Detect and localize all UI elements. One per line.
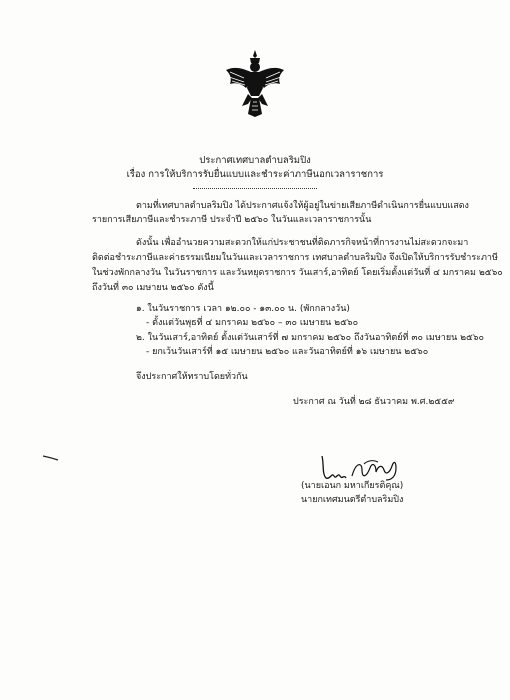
list-item-2: ๒. ในวันเสาร์,อาทิตย์ ตั้งแต่วันเสาร์ที่ ๗ มกราคม ๒๕๖๐ ถึงวันอาทิตย์ที่ ๓๐ เมษายน ๒๕๖๐ (136, 333, 485, 343)
paragraph-1-line-1: ตามที่เทศบาลตำบลริมปิง ได้ประกาศแจ้งให้ผู้อยู่ในข่ายเสียภาษีดำเนินการยื่นแบบแสดง (136, 201, 469, 211)
list-item-1: ๑. ในวันราชการ เวลา ๑๒.๐๐ - ๑๓.๐๐ น. (พักกลางวัน) (136, 304, 350, 314)
closing-statement: จึงประกาศให้ทราบโดยทั่วกัน (136, 372, 248, 382)
handwritten-signature (318, 452, 404, 484)
notice-subject: เรื่อง การให้บริการรับยื่นแบบและชำระค่าภาษีนอกเวลาราชการ (126, 169, 384, 180)
notice-title: ประกาศเทศบาลตำบลริมปิง (199, 155, 311, 166)
pen-mark (42, 455, 60, 461)
list-item-1-detail: - ตั้งแต่วันพุธที่ ๔ มกราคม ๒๕๖๐ – ๓๐ เมษายน ๒๕๖๐ (146, 318, 359, 328)
list-item-2-detail: - ยกเว้นวันเสาร์ที่ ๑๕ เมษายน ๒๕๖๐ และวันอาทิตย์ที่ ๑๖ เมษายน ๒๕๖๐ (146, 347, 429, 357)
paragraph-2-line-2: ติดต่อชำระภาษีและค่าธรรมเนียมในวันและเวลาราชการ เทศบาลตำบลริมปิง จึงเปิดให้บริการรับชำระภาษี (92, 253, 498, 263)
title-divider (193, 188, 317, 189)
paragraph-1-line-2: รายการเสียภาษีและชำระภาษี ประจำปี ๒๕๖๐ ในวันและเวลาราชการนั้น (92, 215, 372, 225)
signer-position: นายกเทศมนตรีตำบลริมปิง (301, 495, 404, 505)
announcement-date: ประกาศ ณ วันที่ ๒๘ ธันวาคม พ.ศ.๒๕๕๙ (293, 397, 455, 407)
signer-name: (นายเอนก มหาเกียรติคุณ) (301, 481, 404, 491)
paragraph-2-line-3: ในช่วงพักกลางวัน ในวันราชการ และวันหยุดราชการ วันเสาร์,อาทิตย์ โดยเริ่มตั้งแต่วันที่ ๔ มกราคม ๒๕๖๐ (92, 268, 503, 278)
paragraph-2-line-1: ดังนั้น เพื่ออำนวยความสะดวกให้แก่ประชาชนที่ติดภารกิจหน้าที่การงานไม่สะดวกจะมา (136, 238, 469, 248)
paragraph-2-line-4: ถึงวันที่ ๓๐ เมษายน ๒๕๖๐ ดังนี้ (92, 283, 214, 293)
garuda-emblem-icon (224, 48, 286, 118)
